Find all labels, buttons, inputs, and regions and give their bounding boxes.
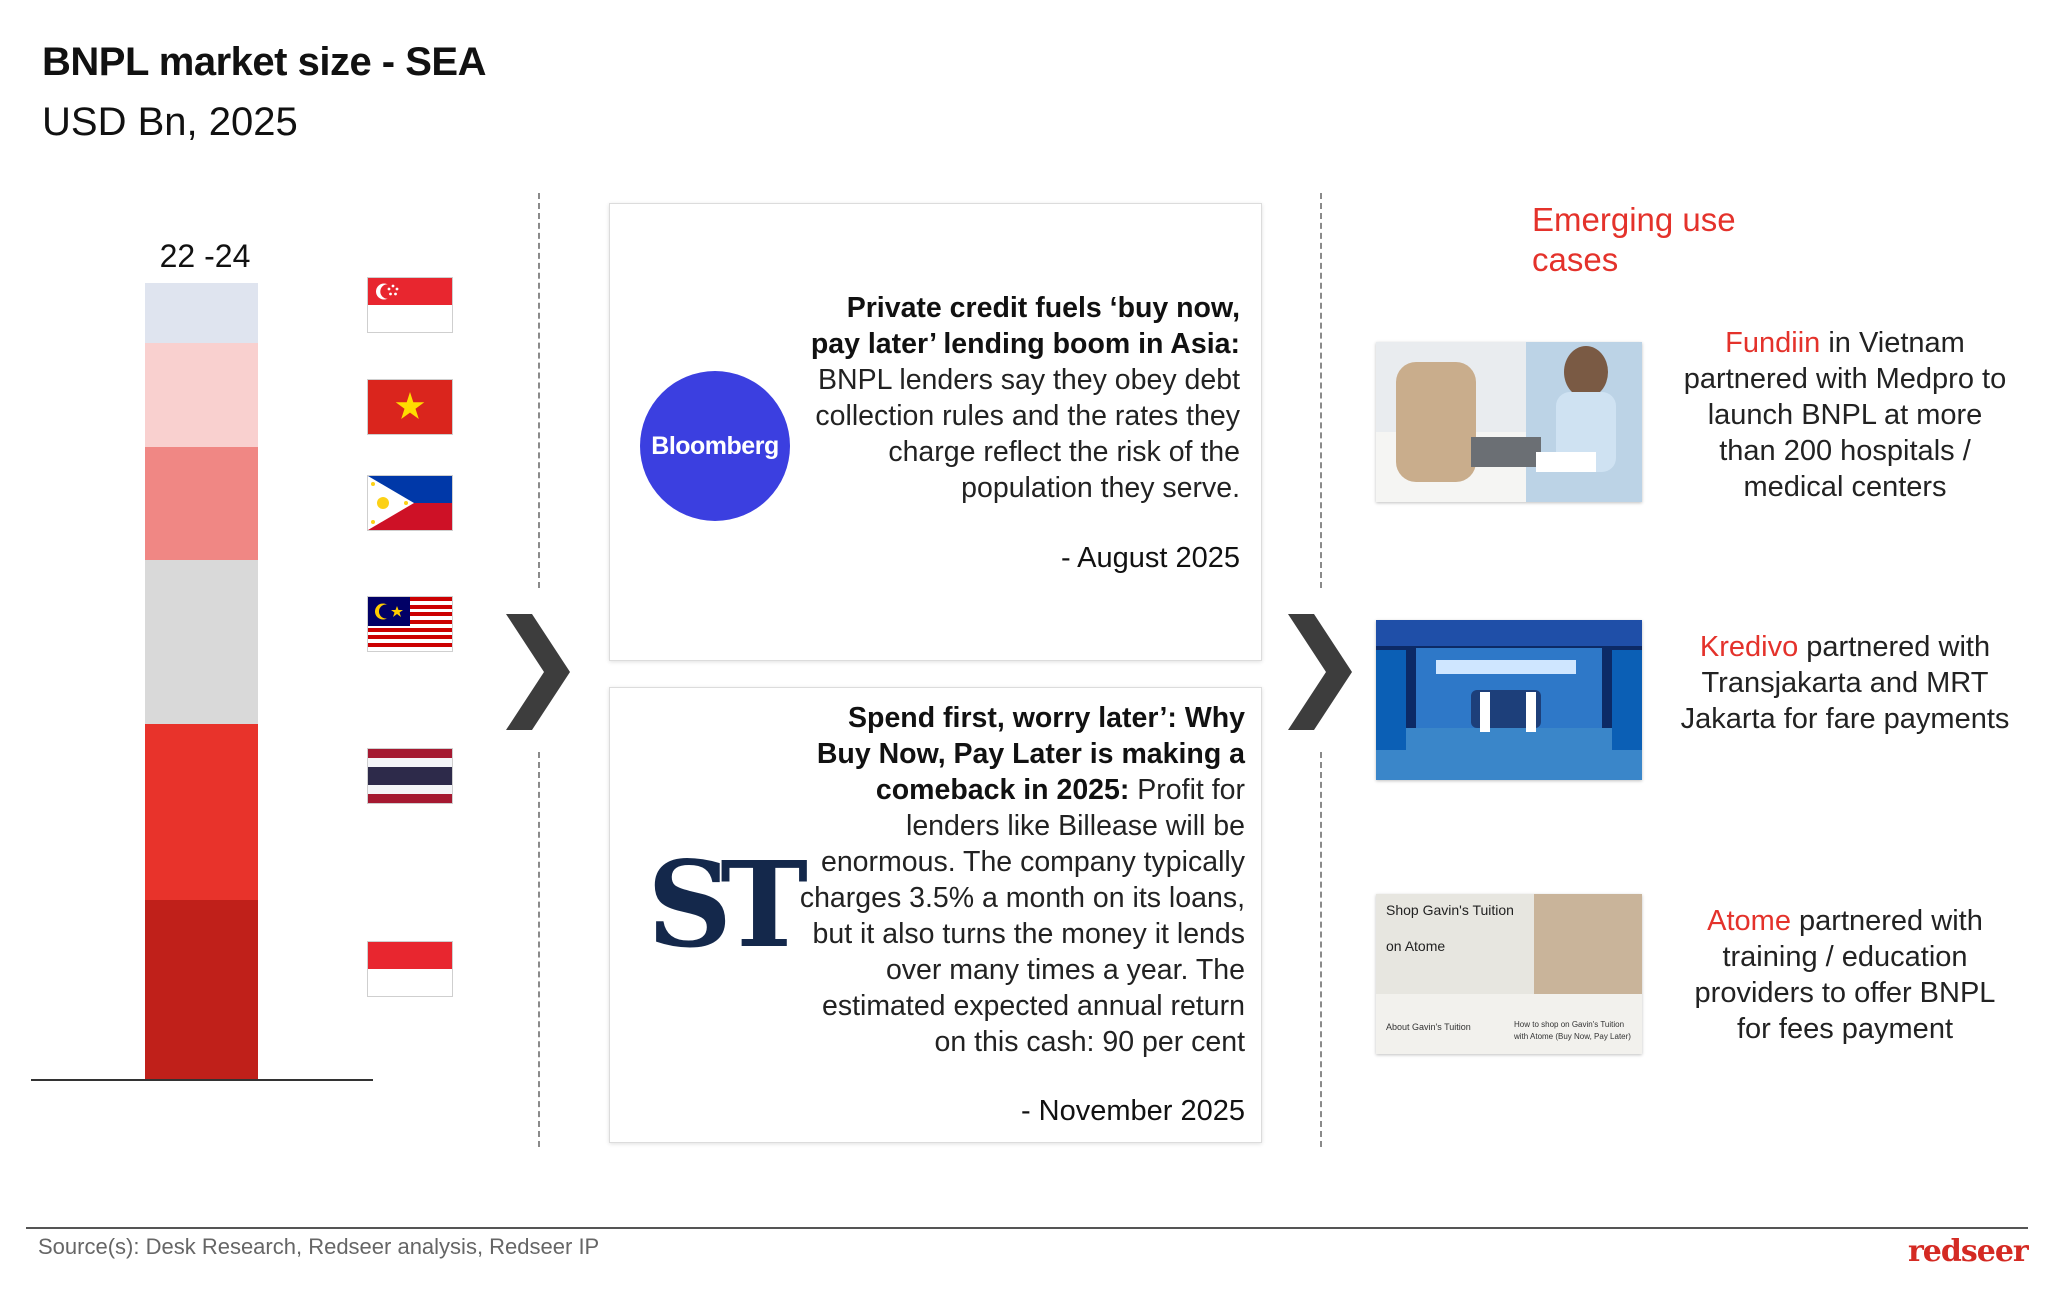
indonesia-flag [368, 942, 452, 996]
separator-left-top [538, 193, 540, 588]
source-note: Source(s): Desk Research, Redseer analysis, Redseer IP [38, 1234, 600, 1259]
brand-name: Atome [1707, 905, 1791, 937]
use-case-atome [1680, 903, 2010, 1047]
news-text-straits-times [798, 700, 1245, 1060]
atome-shop-subtitle: on Atome [1386, 938, 1446, 954]
bar-segment-thailand [145, 724, 258, 900]
news-date: - August 2025 [1061, 542, 1240, 574]
news-headline: Spend first, worry later’: Why Buy Now, Pay Later is making a comeback in 2025: [816, 702, 1245, 806]
atome-caption-right-1: How to shop on Gavin's Tuition [1514, 1020, 1625, 1029]
brand-name: Fundiin [1725, 327, 1821, 359]
use-case-text: partnered with Transjakarta and MRT Jakarta for fare payments [1680, 631, 2010, 735]
atome-caption-right-2: with Atome (Buy Now, Pay Later) [1514, 1032, 1631, 1041]
malaysia-flag [368, 597, 452, 651]
bar-segment-singapore [145, 283, 258, 343]
separator-right-bottom [1320, 752, 1322, 1147]
bloomberg-logo: Bloomberg [640, 371, 790, 521]
brand-name: Kredivo [1699, 631, 1799, 663]
news-body: BNPL lenders say they obey debt collection rules and the rates they charge reflect the risk of the population they serve. [815, 364, 1240, 504]
news-date: - November 2025 [1020, 1095, 1245, 1127]
news-headline: Private credit fuels ‘buy now, pay later’ lending boom in Asia: [810, 292, 1240, 360]
use-case-fundiin [1680, 325, 2010, 505]
bar-segment-indonesia [145, 900, 258, 1079]
footer-divider [26, 1227, 2028, 1229]
atome-screenshot [1376, 894, 1642, 1054]
use-case-kredivo [1680, 629, 2010, 737]
page-title: BNPL market size - SEA [42, 40, 486, 84]
separator-left-bottom [538, 752, 540, 1147]
chevron-right-icon [506, 614, 570, 730]
bar-segment-vietnam [145, 343, 258, 448]
singapore-flag [368, 278, 452, 332]
use-case-text: partnered with training / education providers to offer BNPL for fees payment [1694, 905, 1996, 1045]
use-cases-heading: Emerging use cases [1532, 201, 1736, 278]
atome-caption-left: About Gavin's Tuition [1386, 1022, 1471, 1032]
bar-segment-philippines [145, 447, 258, 559]
redseer-logo: redseer [1908, 1234, 2028, 1269]
thailand-flag [368, 749, 452, 803]
page-subtitle: USD Bn, 2025 [42, 100, 298, 144]
news-text-bloomberg [810, 290, 1240, 506]
vietnam-flag [368, 380, 452, 434]
straits-times-logo: ST [647, 835, 797, 974]
separator-right-top [1320, 193, 1322, 588]
chart-baseline [31, 1079, 373, 1081]
news-body: Profit for lenders like Billease will be enormous. The company typically charges 3.5% a month on its loans, but it also turns the money it lends over many times a year. The estimated expected annual return on this cash: 90 per cent [799, 774, 1245, 1058]
bar-segment-malaysia [145, 560, 258, 724]
chevron-right-icon [1288, 614, 1352, 730]
kredivo-event-photo [1376, 620, 1642, 780]
hospital-photo [1376, 342, 1642, 502]
stack-total-label: 22 -24 [159, 238, 251, 274]
atome-shop-title: Shop Gavin's Tuition [1386, 902, 1514, 918]
use-case-text: in Vietnam partnered with Medpro to launch BNPL at more than 200 hospitals / medical centers [1683, 327, 2007, 503]
philippines-flag [368, 476, 452, 530]
